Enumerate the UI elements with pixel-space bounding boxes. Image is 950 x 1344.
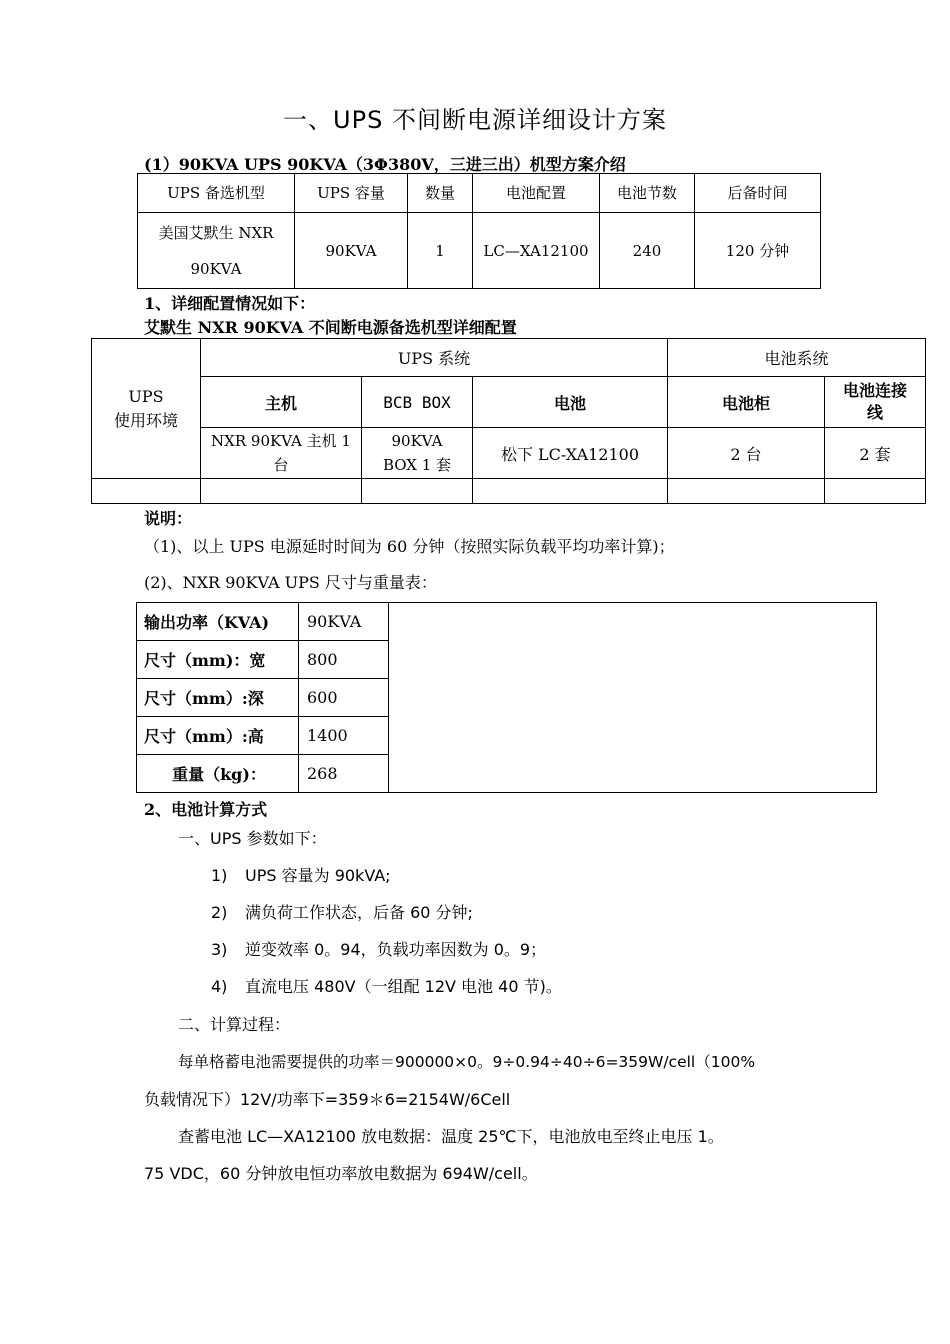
config-subheading: 艾默生 NXR 90KVA 不间断电源备选机型详细配置 [144,318,517,337]
cable-header-line-1: 电池连接 [842,381,907,400]
battery-system-header: 电池系统 [668,339,926,377]
param-number: 2) [211,903,228,922]
value-cell: 268 [299,755,389,793]
group-header-row [92,339,926,377]
value-cell: 800 [299,641,389,679]
host-line-2: 台 [273,456,289,474]
empty-row [92,479,926,504]
cells-cell: 240 [600,213,695,289]
qty-cell: 1 [408,213,473,289]
host-line-1: NXR 90KVA 主机 1 [211,432,351,450]
calc-line-2: 负载情况下）12V/功率下=359＊6=2154W/6Cell [144,1090,511,1109]
value-cell: 600 [299,679,389,717]
param-text: UPS 容量为 90kVA; [245,866,391,885]
bcb-line-1: 90KVA [391,432,443,450]
params-heading: 一、UPS 参数如下： [178,829,327,848]
env-line-2: 使用环境 [113,410,178,430]
cabinet-header: 电池柜 [668,377,825,428]
notes-heading: 说明： [144,509,193,528]
value-cell: 1400 [299,717,389,755]
model-line-2: 90KVA [190,259,242,278]
ups-model-table [137,173,821,289]
empty-cell [92,479,201,504]
empty-cell [201,479,362,504]
empty-cell [668,479,825,504]
config-heading: 1、详细配置情况如下： [144,294,316,313]
param-item [211,940,546,960]
header-cell: 电池配置 [473,174,600,213]
bcb-header: BCB BOX [362,377,473,428]
empty-cell [473,479,668,504]
value-cell: 90KVA [299,603,389,641]
model-cell [138,213,295,289]
ups-config-table [91,338,926,504]
calc-line-4: 75 VDC，60 分钟放电恒功率放电数据为 694W/cell。 [144,1164,538,1183]
host-cell [201,428,362,479]
param-text: 直流电压 480V（一组配 12V 电池 40 节)。 [245,977,562,996]
ups-system-header: UPS 系统 [201,339,668,377]
param-number: 1) [211,866,228,885]
battery-cell: 松下 LC-XA12100 [473,428,668,479]
cabinet-cell: 2 台 [668,428,825,479]
param-text: 逆变效率 0。94，负载功率因数为 0。9； [245,940,547,959]
param-text: 满负荷工作状态，后备 60 分钟; [245,903,473,922]
host-header: 主机 [201,377,362,428]
label-cell: 重量（kg)： [137,755,299,793]
header-cell: 电池节数 [600,174,695,213]
label-cell: 尺寸（mm)：宽 [137,641,299,679]
table-row [92,428,926,479]
header-cell: UPS 容量 [295,174,408,213]
param-item [211,903,473,923]
size-weight-table [136,602,877,793]
label-cell: 尺寸（mm）:高 [137,717,299,755]
model-line-1: 美国艾默生 NXR [158,223,274,242]
header-cell: 数量 [408,174,473,213]
note-2: (2)、NXR 90KVA UPS 尺寸与重量表： [144,573,437,592]
param-number: 4) [211,977,228,996]
calc-line-3: 查蓄电池 LC—XA12100 放电数据：温度 25℃下，电池放电至终止电压 1。 [178,1127,724,1146]
cable-header-line-2: 线 [866,403,883,422]
battery-header: 电池 [473,377,668,428]
table-header-row [138,174,821,213]
backup-cell: 120 分钟 [695,213,821,289]
empty-cell [825,479,926,504]
calc-line-1: 每单格蓄电池需要提供的功率＝900000×0。9÷0.94÷40÷6=359W/cell（100% [178,1053,756,1071]
cable-cell: 2 套 [825,428,926,479]
section-heading-ups-plan: (1）90KVA UPS 90KVA（3Φ380V，三进三出）机型方案介绍 [144,155,626,174]
empty-cell [362,479,473,504]
label-cell: 输出功率（KVA) [137,603,299,641]
bcb-line-2: BOX 1 套 [382,456,452,474]
process-heading: 二、计算过程： [178,1015,291,1034]
battery-cell: LC—XA12100 [473,213,600,289]
note-1: （1)、以上 UPS 电源延时时间为 60 分钟（按照实际负载平均功率计算)； [144,537,675,556]
cable-header [825,377,926,428]
document-title: 一、UPS 不间断电源详细设计方案 [283,106,667,134]
blank-area [389,603,877,793]
param-item [211,977,562,997]
calc-heading: 2、电池计算方式 [144,800,268,819]
bcb-cell [362,428,473,479]
column-header-row [92,377,926,428]
param-item [211,866,391,886]
env-line-1: UPS [128,386,164,406]
header-cell: UPS 备选机型 [138,174,295,213]
environment-cell [92,339,201,479]
header-cell: 后备时间 [695,174,821,213]
capacity-cell: 90KVA [295,213,408,289]
label-cell: 尺寸（mm）:深 [137,679,299,717]
param-number: 3) [211,940,228,959]
table-row [137,603,877,641]
table-row [138,213,821,289]
